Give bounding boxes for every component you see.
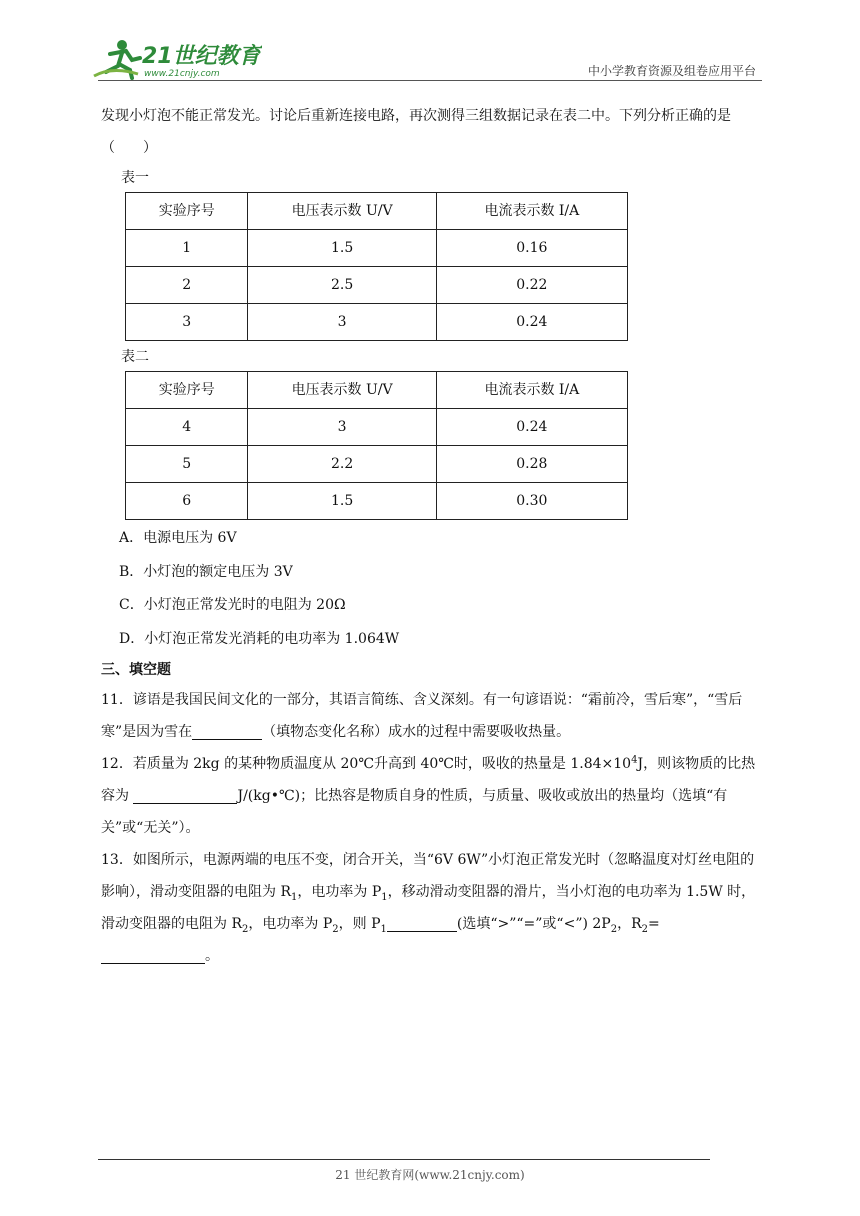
table-row (126, 267, 628, 304)
option-c: C．小灯泡正常发光时的电阻为 20Ω (119, 597, 346, 613)
footer-divider (98, 1159, 710, 1160)
header-divider (98, 80, 762, 81)
q13-text: ，电功率为 P (248, 916, 333, 932)
table-cell: 0.24 (436, 409, 627, 446)
question-12 (101, 748, 761, 844)
table-header-row (126, 193, 628, 230)
table-cell: 3 (248, 409, 436, 446)
table-cell: 5 (126, 446, 248, 483)
table-cell: 0.22 (436, 267, 627, 304)
q12-text: 12．若质量为 2kg 的某种物质温度从 20℃升高到 40℃时，吸收的热量是 1.84×10 (101, 756, 632, 772)
table-cell: 1.5 (248, 483, 436, 520)
q13-text: (选填“>”“=”或“<”) 2P (456, 916, 611, 932)
q13-subscript: 2 (610, 923, 618, 935)
table-row (126, 483, 628, 520)
logo-text: 21世纪教育 (142, 44, 261, 69)
table-header-row (126, 372, 628, 409)
q13-text: 13．如图所示，电源两端的电压不变，闭合开关，当“6V 6W”小灯泡正常发光时（忽略温度对灯丝电阻的影响），滑动变阻器的电阻为 R (101, 852, 755, 900)
q12-text: J，则该物质的比热容为 (101, 756, 756, 804)
q11-text: 11．谚语是我国民间文化的一部分，其语言简练、含义深刻。有一句谚语说：“霜前冷，雪后寒”，“雪后寒”是因为雪在 (101, 692, 743, 740)
q11-text: （填物态变化名称）成水的过程中需要吸收热量。 (262, 724, 571, 740)
table2 (125, 371, 628, 520)
table1-label: 表一 (121, 170, 149, 186)
question-11 (101, 684, 761, 748)
question-13 (101, 844, 761, 972)
section-title: 三、填空题 (101, 662, 171, 678)
table-header-cell: 实验序号 (126, 372, 248, 409)
table-cell: 2.5 (248, 267, 436, 304)
answer-blank[interactable] (101, 945, 205, 964)
q13-subscript: 2 (242, 923, 249, 935)
q12-text: （选填“有关”或“无关”）。 (101, 788, 728, 836)
table-header-cell: 电流表示数 I/A (436, 193, 627, 230)
q13-subscript: 1 (380, 923, 387, 935)
q12-superscript: 4 (631, 754, 638, 766)
q13-subscript: 2 (332, 923, 339, 935)
table-cell: 0.28 (436, 446, 627, 483)
q13-subscript: 1 (381, 891, 388, 903)
table-row (126, 409, 628, 446)
footer-text: 21 世纪教育网(www.21cnjy.com) (335, 1168, 525, 1182)
table-cell: 0.16 (436, 230, 627, 267)
option-b: B．小灯泡的额定电压为 3V (119, 563, 293, 580)
q13-subscript: 2 (641, 923, 649, 935)
table-row (126, 304, 628, 341)
table-row (126, 446, 628, 483)
table-cell: 4 (126, 409, 248, 446)
runner-logo-icon (92, 36, 262, 80)
table2-label: 表二 (121, 349, 149, 365)
answer-blank[interactable] (387, 913, 457, 932)
q13-text: 。 (205, 948, 219, 964)
q13-text: = (648, 916, 660, 932)
table-cell: 0.30 (436, 483, 627, 520)
q12-text: J/(kg•℃)；比热容是物质自身的性质，与质量、吸收或放出的热量均 (237, 788, 665, 804)
question-intro: 发现小灯泡不能正常发光。讨论后重新连接电路，再次测得三组数据记录在表二中。下列分析正确的是（ ） (101, 108, 731, 156)
q13-text: ，电功率为 P (297, 884, 382, 900)
table-row (126, 230, 628, 267)
table-cell: 3 (248, 304, 436, 341)
table-cell: 1 (126, 230, 248, 267)
q13-text: ，R (617, 916, 642, 932)
q13-text: ，移动滑动变阻器的滑片，当小灯泡的电功率为 1.5W 时，滑动变阻器的电阻为 R (101, 884, 756, 932)
table-header-cell: 电流表示数 I/A (436, 372, 627, 409)
answer-blank[interactable] (192, 721, 262, 740)
table-cell: 3 (126, 304, 248, 341)
logo-url: www.21cnjy.com (144, 69, 220, 79)
table1 (125, 192, 628, 341)
answer-blank[interactable] (133, 785, 237, 804)
page-content (101, 100, 761, 972)
platform-name: 中小学教育资源及组卷应用平台 (587, 64, 756, 78)
q13-text: ，则 P (338, 916, 381, 932)
table-header-cell: 电压表示数 U/V (248, 193, 436, 230)
table-cell: 2 (126, 267, 248, 304)
table-header-cell: 实验序号 (126, 193, 248, 230)
q13-subscript: 1 (291, 891, 298, 903)
table-cell: 1.5 (248, 230, 436, 267)
table-header-cell: 电压表示数 U/V (248, 372, 436, 409)
option-d: D．小灯泡正常发光消耗的电功率为 1.064W (119, 630, 400, 647)
table-cell: 2.2 (248, 446, 436, 483)
site-logo (92, 36, 262, 80)
option-a: A．电源电压为 6V (119, 530, 237, 546)
table-cell: 0.24 (436, 304, 627, 341)
table-cell: 6 (126, 483, 248, 520)
